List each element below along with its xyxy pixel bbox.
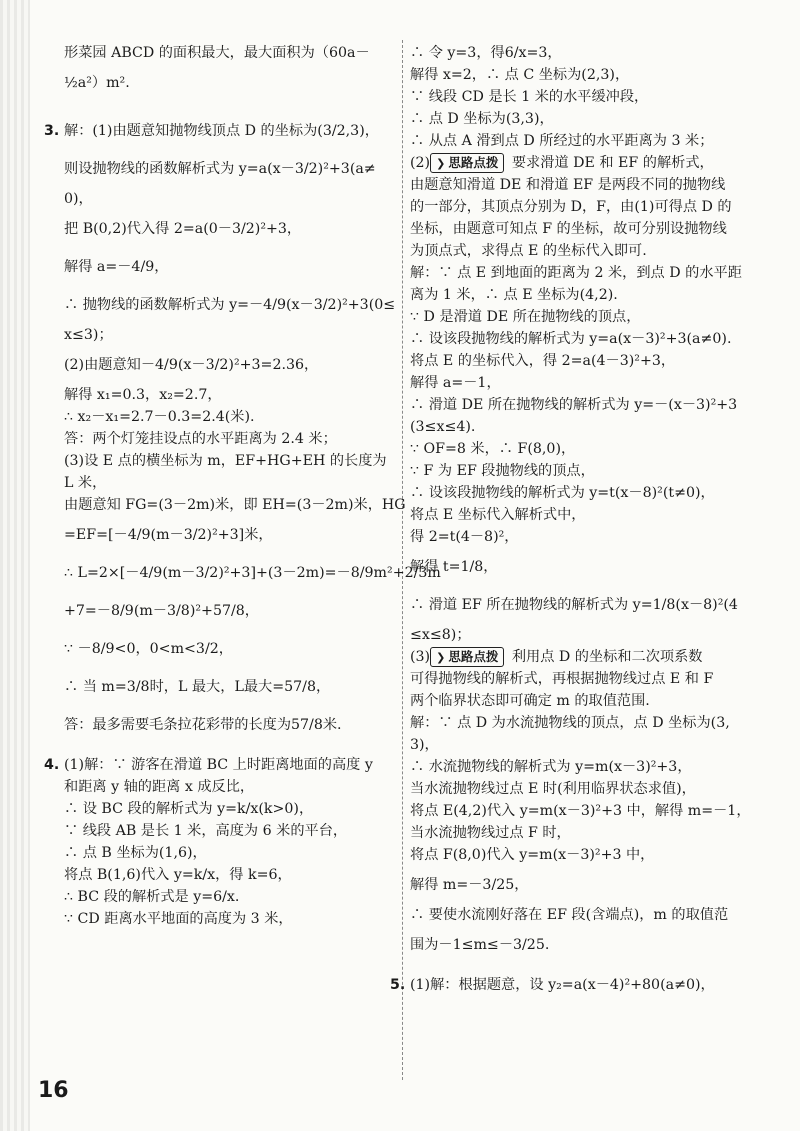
line-text: 答：两个灯笼挂设点的水平距离为 2.4 米； — [64, 431, 337, 447]
line-text: ½a²）m². — [64, 75, 130, 91]
text-line — [64, 248, 394, 286]
spacer — [64, 102, 394, 112]
line-text: 可得抛物线的解析式，再根据抛物线过点 E 和 F — [410, 671, 714, 687]
line-text: 的一部分，其顶点分别为 D，F，由(1)可得点 D 的 — [410, 199, 732, 215]
spacer — [64, 744, 394, 754]
line-text: ∴ BC 段的解析式是 y=6/x. — [64, 889, 240, 905]
text-line — [410, 394, 782, 416]
text-line — [410, 866, 782, 904]
text-line — [410, 526, 782, 548]
line-text: (3≤x≤4). — [410, 419, 476, 435]
text-line — [410, 196, 782, 218]
text-line — [64, 64, 394, 102]
line-text: 围为－1≤m≤－3/25. — [410, 937, 550, 953]
line-text: 得 2=t(4－8)²， — [410, 529, 519, 545]
line-text: 解得 x=2，∴ 点 C 坐标为(2,3)， — [410, 67, 630, 83]
line-text: 解：(1)由题意知抛物线顶点 D 的坐标为(3/2,3)， — [64, 123, 379, 139]
text-line — [64, 798, 394, 820]
text-line — [64, 42, 394, 64]
line-text: 则设抛物线的函数解析式为 y=a(x－3/2)²+3(a≠ — [64, 161, 376, 177]
text-line — [410, 548, 782, 586]
spacer — [410, 964, 782, 974]
line-text: 解得 m=－3/25， — [410, 877, 529, 893]
text-line — [410, 926, 782, 964]
line-text: 把 B(0,2)代入得 2=a(0－3/2)²+3， — [64, 221, 302, 237]
text-line — [410, 262, 782, 284]
text-line — [410, 64, 782, 86]
line-text: +7=－8/9(m－3/8)²+57/8， — [64, 603, 259, 619]
line-text-after: 利用点 D 的坐标和二次项系数 — [507, 649, 703, 665]
line-text: 两个临界状态即可确定 m 的取值范围. — [410, 693, 650, 709]
line-text: ∴ 令 y=3，得6/x=3， — [410, 45, 562, 61]
line-text: ∴ 当 m=3/8时，L 最大，L最大=57/8， — [64, 679, 331, 695]
problem-number: 5. — [390, 977, 406, 993]
line-text: 离为 1 米，∴ 点 E 坐标为(4,2). — [410, 287, 618, 303]
line-text: 将点 F(8,0)代入 y=m(x－3)²+3 中， — [410, 847, 655, 863]
line-text: 为顶点式，求得点 E 的坐标代入即可. — [410, 243, 647, 259]
text-line — [44, 112, 394, 150]
line-text: 将点 E 坐标代入解析式中， — [410, 507, 586, 523]
text-line — [410, 240, 782, 262]
text-line — [410, 438, 782, 460]
text-line — [410, 624, 782, 646]
text-line — [410, 328, 782, 350]
text-line — [410, 152, 782, 174]
text-line — [44, 754, 394, 776]
text-line — [64, 776, 394, 798]
text-line — [410, 756, 782, 778]
text-line — [410, 586, 782, 624]
text-line — [64, 516, 394, 554]
line-text: (3)设 E 点的横坐标为 m，EF+HG+EH 的长度为 — [64, 453, 387, 469]
line-text: (2)由题意知－4/9(x－3/2)²+3=2.36， — [64, 357, 319, 373]
line-text: 将点 E 的坐标代入，得 2=a(4－3)²+3， — [410, 353, 676, 369]
line-text: ∴ 水流抛物线的解析式为 y=m(x－3)²+3， — [410, 759, 692, 775]
line-text: ∴ 从点 A 滑到点 D 所经过的水平距离为 3 米； — [410, 133, 714, 149]
text-line — [410, 646, 782, 668]
line-text: 解得 t=1/8， — [410, 559, 498, 575]
line-text: ∵ 线段 CD 是长 1 米的水平缓冲段， — [410, 89, 649, 105]
text-line — [64, 554, 441, 592]
problem-number: 4. — [44, 757, 60, 773]
text-line — [64, 210, 394, 248]
line-text: ∴ 点 D 坐标为(3,3)， — [410, 111, 554, 127]
text-line — [410, 174, 782, 196]
line-text: 3)， — [410, 737, 439, 753]
text-line — [64, 494, 406, 516]
line-text: 0)， — [64, 191, 93, 207]
line-text: (2) — [410, 155, 431, 171]
line-text: ∵ F 为 EF 段抛物线的顶点， — [410, 463, 595, 479]
text-line — [390, 974, 782, 996]
line-text: 答：最多需要毛条拉花彩带的长度为57/8米. — [64, 717, 342, 733]
column-divider — [402, 40, 403, 1080]
text-line — [410, 372, 782, 394]
chevron-right-icon: ❯ — [436, 157, 446, 170]
text-line — [64, 286, 394, 324]
text-line — [410, 130, 782, 152]
line-text: (3) — [410, 649, 431, 665]
line-text: ∵ D 是滑道 DE 所在抛物线的顶点， — [410, 309, 641, 325]
line-text-after: 要求滑道 DE 和 EF 的解析式， — [507, 155, 714, 171]
line-text: ∵ －8/9<0，0<m<3/2， — [64, 641, 233, 657]
line-text: 解：∵ 点 E 到地面的距离为 2 米，到点 D 的水平距 — [410, 265, 742, 281]
text-line — [410, 42, 782, 64]
line-text: 和距离 y 轴的距离 x 成反比， — [64, 779, 255, 795]
line-text: 解得 a=－1， — [410, 375, 501, 391]
text-line — [410, 218, 782, 240]
text-line — [410, 306, 782, 328]
text-line — [410, 668, 782, 690]
line-text: ∵ 线段 AB 是长 1 米，高度为 6 米的平台， — [64, 823, 348, 839]
line-text: 当水流抛物线过点 F 时， — [410, 825, 571, 841]
text-line — [64, 384, 394, 406]
text-line — [64, 188, 394, 210]
hint-tag — [430, 153, 504, 173]
line-text: 当水流抛物线过点 E 时(利用临界状态求值)， — [410, 781, 696, 797]
text-line — [410, 504, 782, 526]
text-line — [64, 630, 394, 668]
hint-tag — [430, 647, 504, 667]
line-text: 形菜园 ABCD 的面积最大，最大面积为（60a－ — [64, 45, 370, 61]
text-line — [64, 406, 394, 428]
text-line — [64, 324, 394, 346]
text-line — [410, 778, 782, 800]
line-text: ∴ 设该段抛物线的解析式为 y=t(x－8)²(t≠0)， — [410, 485, 715, 501]
line-text: 解得 x₁=0.3，x₂=2.7， — [64, 387, 222, 403]
problem-number: 3. — [44, 123, 60, 139]
text-line — [64, 592, 394, 630]
line-text: 坐标，由题意可知点 F 的坐标，故可分别设抛物线 — [410, 221, 727, 237]
text-line — [64, 346, 394, 384]
line-text: ∴ 滑道 DE 所在抛物线的解析式为 y=－(x－3)²+3 — [410, 397, 738, 413]
line-text: ≤x≤8)； — [410, 627, 471, 643]
text-line — [410, 904, 782, 926]
text-line — [410, 108, 782, 130]
line-text: 将点 B(1,6)代入 y=k/x，得 k=6， — [64, 867, 292, 883]
line-text: 解得 a=－4/9， — [64, 259, 169, 275]
line-text: (1)解：根据题意，设 y₂=a(x－4)²+80(a≠0)， — [410, 977, 715, 993]
hint-tag-label: 思路点拨 — [448, 649, 499, 664]
text-line — [410, 86, 782, 108]
text-line — [64, 428, 394, 450]
line-text: ∴ 设 BC 段的解析式为 y=k/x(k>0)， — [64, 801, 314, 817]
line-text: =EF=[－4/9(m－3/2)²+3]米， — [64, 527, 273, 543]
text-line — [410, 822, 782, 844]
line-text: (1)解：∵ 游客在滑道 BC 上时距离地面的高度 y — [64, 757, 373, 773]
hint-tag-label: 思路点拨 — [448, 155, 499, 170]
text-line — [64, 842, 394, 864]
line-text: 由题意知 FG=(3－2m)米，即 EH=(3－2m)米，HG — [64, 497, 406, 513]
text-line — [64, 150, 394, 188]
line-text: L 米， — [64, 475, 107, 491]
line-text: ∵ OF=8 米，∴ F(8,0)， — [410, 441, 576, 457]
line-text: 将点 E(4,2)代入 y=m(x－3)²+3 中，解得 m=－1， — [410, 803, 751, 819]
text-line — [410, 712, 782, 734]
line-text: ∴ 设该段抛物线的解析式为 y=a(x－3)²+3(a≠0). — [410, 331, 732, 347]
line-text: 由题意知滑道 DE 和滑道 EF 是两段不同的抛物线 — [410, 177, 726, 193]
text-line — [410, 482, 782, 504]
text-line — [64, 472, 394, 494]
text-line — [410, 460, 782, 482]
text-line — [64, 450, 394, 472]
text-line — [410, 350, 782, 372]
text-line — [410, 800, 782, 822]
line-text: ∴ 点 B 坐标为(1,6)， — [64, 845, 207, 861]
text-line — [64, 820, 394, 842]
text-line — [410, 734, 782, 756]
line-text: 解：∵ 点 D 为水流抛物线的顶点，点 D 坐标为(3, — [410, 715, 730, 731]
line-text: ∴ 滑道 EF 所在抛物线的解析式为 y=1/8(x－8)²(4 — [410, 597, 738, 613]
chevron-right-icon: ❯ — [436, 651, 446, 664]
line-text: ∵ CD 距离水平地面的高度为 3 米， — [64, 911, 293, 927]
binding-edge — [0, 0, 30, 1131]
right-column — [390, 42, 782, 996]
text-line — [410, 284, 782, 306]
text-line — [64, 706, 394, 744]
line-text: ∴ L=2×[－4/9(m－3/2)²+3]+(3－2m)=－8/9m²+2/3m — [64, 565, 441, 581]
text-line — [410, 416, 782, 438]
line-text: x≤3)； — [64, 327, 113, 343]
text-line — [410, 844, 782, 866]
text-line — [64, 908, 394, 930]
text-line — [64, 668, 394, 706]
text-line — [64, 864, 394, 886]
line-text: ∴ x₂－x₁=2.7－0.3=2.4(米). — [64, 409, 255, 425]
page-number: 16 — [38, 1078, 69, 1103]
text-line — [410, 690, 782, 712]
line-text: ∴ 要使水流刚好落在 EF 段(含端点)，m 的取值范 — [410, 907, 729, 923]
line-text: ∴ 抛物线的函数解析式为 y=－4/9(x－3/2)²+3(0≤ — [64, 297, 396, 313]
text-line — [64, 886, 394, 908]
